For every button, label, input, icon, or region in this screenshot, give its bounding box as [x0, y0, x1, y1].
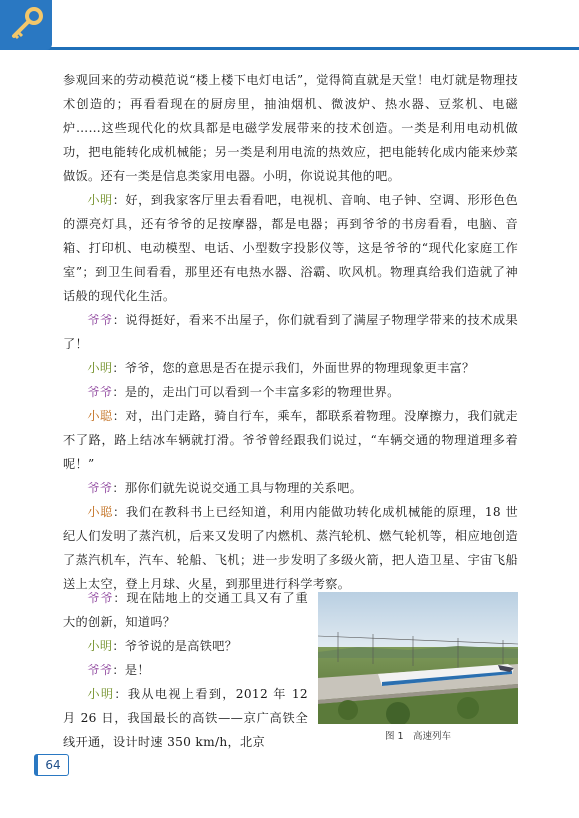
page-number: 64: [34, 754, 69, 776]
speaker-label: 小明: [87, 193, 113, 207]
speaker-label: 爷爷: [87, 385, 113, 399]
chapter-badge: [0, 0, 52, 50]
paragraph-text: ：我从电视上看到，2012 年 12 月 26 日，我国最长的高铁——京广高铁全线开通，设计时速 350 km/h，北京: [63, 687, 308, 749]
paragraph-text: ：爷爷说的是高铁吧？: [112, 639, 238, 653]
paragraph: [63, 476, 518, 500]
article-body: [63, 68, 518, 596]
figure-caption: 图 1 高速列车: [384, 731, 452, 742]
key-icon: [6, 6, 46, 44]
article-body-left-column: [63, 586, 308, 754]
paragraph: [63, 500, 518, 596]
speaker-label: 小明: [87, 361, 113, 375]
figure: [318, 592, 518, 742]
paragraph: [63, 634, 308, 658]
paragraph-text: ：爷爷，您的意思是否在提示我们，外面世界的物理现象更丰富？: [112, 361, 475, 375]
paragraph-text: ：是的，走出门可以看到一个丰富多彩的物理世界。: [112, 385, 400, 399]
paragraph-text: ：现在陆地上的交通工具又有了重大的创新，知道吗？: [63, 591, 308, 629]
paragraph-text: ：我们在教科书上已经知道，利用内能做功转化成机械能的原理，18 世纪人们发明了蒸汽机，后来又发明了内燃机、蒸汽轮机、燃气轮机等，相应地创造了蒸汽机车，汽车、轮船、飞机；进一步发明了多级火箭，把人造卫星、宇宙飞船送上太空，登上月球、火星，到那里进行科学考察。: [63, 505, 518, 591]
header-band: [0, 0, 579, 50]
speaker-label: 爷爷: [87, 313, 113, 327]
paragraph: [63, 380, 518, 404]
paragraph: [63, 308, 518, 356]
speaker-label: 爷爷: [87, 481, 113, 495]
paragraph: 参观回来的劳动模范说“楼上楼下电灯电话”，觉得简直就是天堂！电灯就是物理技术创造的；再看看现在的厨房里，抽油烟机、微波炉、热水器、豆浆机、电磁炉……这些现代化的炊具都是电磁学发展带来的技术创造。一类是利用电动机做功，把电能转化成机械能；另一类是利用电流的热效应，把电能转化成内能来炒菜做饭。还有一类是信息类家用电器。小明，你说说其他的吧。: [63, 73, 518, 183]
paragraph: [63, 188, 518, 308]
paragraph-text: ：那你们就先说说交通工具与物理的关系吧。: [112, 481, 363, 495]
paragraph-text: ：好，到我家客厅里去看看吧，电视机、音响、电子钟、空调、形形色色的漂亮灯具，还有爷爷的足按摩器，都是电器；再到爷爷的书房看看，电脑、音箱、打印机、电动模型、电话、小型数字投影仪等，这是爷爷的“现代化家庭工作室”；到卫生间看看，那里还有电热水器、浴霸、吹风机。物理真给我们造就了神话般的现代化生活。: [63, 193, 518, 303]
paragraph: [63, 586, 308, 634]
paragraph-text: ：说得挺好，看来不出屋子，你们就看到了满屋子物理学带来的技术成果了！: [63, 313, 518, 351]
speaker-label: 小聪: [87, 505, 114, 519]
paragraph-text: ：对，出门走路，骑自行车，乘车，都联系着物理。没摩擦力，我们就走不了路，路上结冰车辆就打滑。爷爷曾经跟我们说过，“车辆交通的物理道理多着呢！”: [63, 409, 518, 471]
paragraph-text: ：是！: [112, 663, 150, 677]
header-rule: [0, 47, 579, 50]
speaker-label: 小明: [87, 687, 115, 701]
high-speed-train-photo: [318, 592, 518, 724]
paragraph: [63, 658, 308, 682]
paragraph: [63, 404, 518, 476]
speaker-label: 小明: [87, 639, 113, 653]
paragraph: [63, 682, 308, 754]
speaker-label: 爷爷: [87, 591, 114, 605]
paragraph: [63, 356, 518, 380]
speaker-label: 爷爷: [87, 663, 113, 677]
speaker-label: 小聪: [87, 409, 113, 423]
